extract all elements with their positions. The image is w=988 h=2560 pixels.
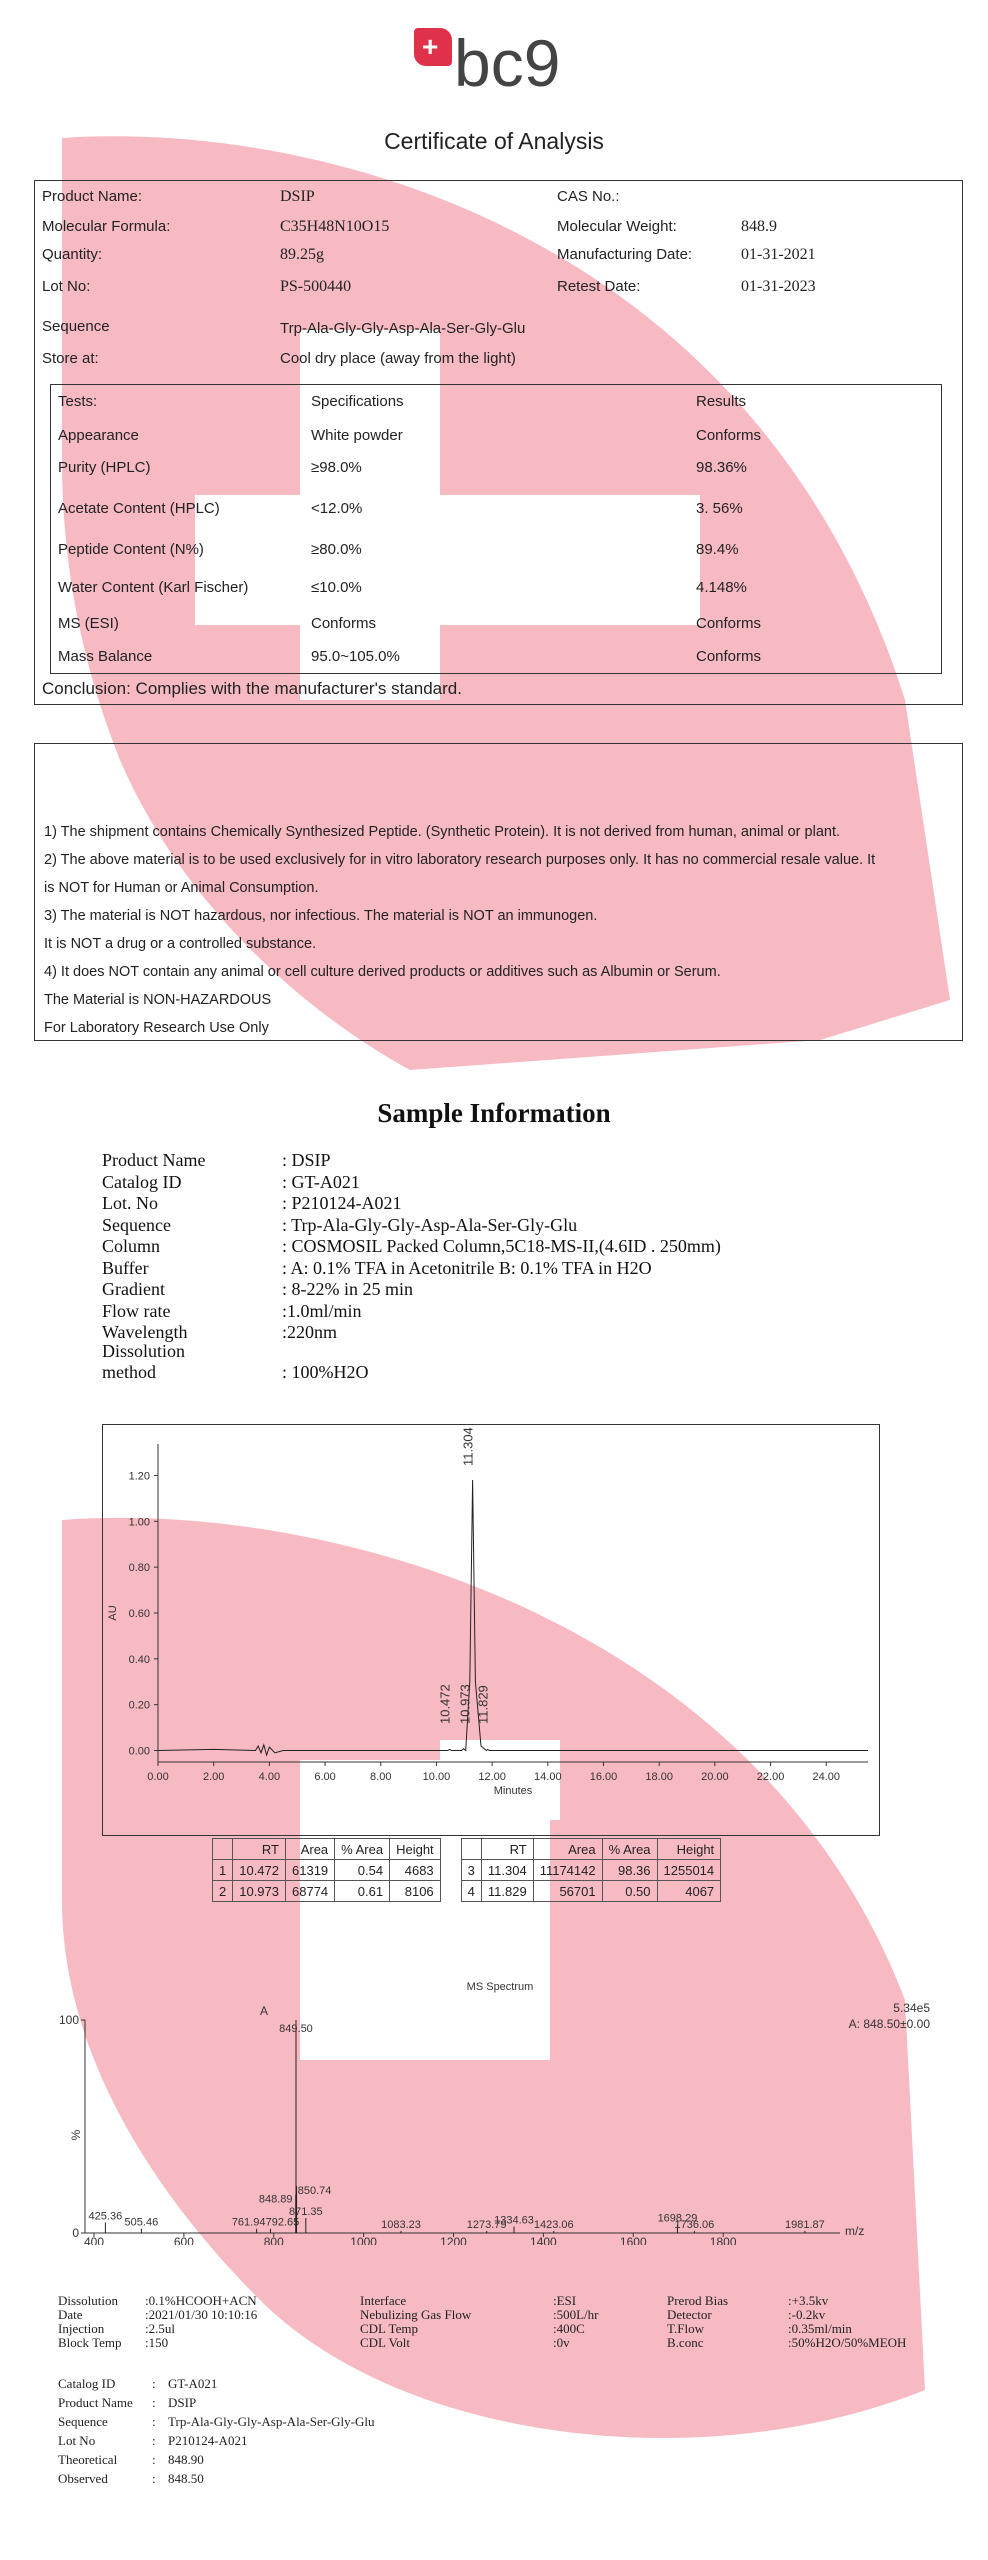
test-name: Peptide Content (N%) (58, 541, 204, 558)
peak-table-head-cell: RT (233, 1839, 286, 1860)
ms-peak-label: 505.46 (124, 2216, 159, 2229)
ms-peak-label: 425.36 (88, 2210, 123, 2223)
peak-table-cell: 1 (213, 1860, 233, 1881)
peak-table-cell: 98.36 (602, 1860, 657, 1881)
ms-x-tick-label: 600 (173, 2235, 194, 2245)
peak-table-head-cell: % Area (602, 1839, 657, 1860)
hplc-y-tick-label: 1.00 (128, 1516, 150, 1529)
hplc-y-tick-label: 1.20 (128, 1470, 150, 1483)
sample-info-value: : Trp-Ala-Gly-Gly-Asp-Ala-Ser-Gly-Glu (282, 1214, 578, 1235)
peak-table-head-cell (440, 1839, 461, 1860)
info-label: Product Name: (42, 188, 143, 205)
hplc-peak-label: 11.304 (460, 1427, 476, 1466)
footer-value: 848.90 (168, 2452, 204, 2467)
sample-info-value: : A: 0.1% TFA in Acetonitrile B: 0.1% TFA in H2O (282, 1257, 652, 1278)
ms-peak-label: 1083.23 (381, 2218, 421, 2231)
ms-condition-cell: Detector (667, 2307, 712, 2322)
ms-condition-cell: Prerod Bias (667, 2293, 729, 2308)
test-name: Purity (HPLC) (58, 459, 151, 476)
footer-label: Catalog ID (58, 2376, 116, 2391)
peak-table-cell: 68774 (286, 1881, 335, 1902)
store-label: Store at: (42, 350, 99, 367)
info-label: Quantity: (42, 246, 103, 263)
ms-peak-label: 850.74 (297, 2185, 332, 2198)
ms-x-tick-label: 1000 (350, 2235, 377, 2245)
info-value: PS-500440 (280, 278, 352, 295)
peak-table-cell: 3 (461, 1860, 481, 1881)
ms-condition-cell: Nebulizing Gas Flow (360, 2307, 472, 2322)
ms-x-label: m/z (845, 2224, 865, 2238)
peak-table-cell: 0.54 (335, 1860, 390, 1881)
conclusion: Conclusion: Complies with the manufacturer's standard. (42, 679, 462, 698)
test-result: Conforms (696, 648, 762, 665)
info-label-2: Molecular Weight: (557, 218, 677, 235)
footer-value: DSIP (168, 2395, 197, 2410)
footer-colon: : (152, 2414, 156, 2429)
ms-peak-label: 1273.79 (466, 2218, 507, 2231)
peak-table-head-cell: Height (657, 1839, 721, 1860)
footer-label: Theoretical (58, 2452, 118, 2467)
peak-table-gap (440, 1860, 461, 1881)
peak-table-cell: 11174142 (533, 1860, 602, 1881)
ms-condition-cell: CDL Volt (360, 2335, 410, 2350)
peak-table-cell: 56701 (533, 1881, 602, 1902)
peak-table-cell: 1255014 (657, 1860, 721, 1881)
test-result: Conforms (696, 427, 762, 444)
hplc-peak-label: 10.472 (437, 1684, 453, 1724)
hplc-y-tick-label: 0.80 (128, 1562, 150, 1575)
tests-header-result: Results (696, 393, 747, 410)
ms-condition-cell: :400C (553, 2321, 585, 2336)
sequence-label: Sequence (42, 318, 110, 335)
peak-table-cell: 11.829 (481, 1881, 533, 1902)
peak-table-wrap (212, 1838, 721, 1902)
ms-x-tick-label: 1800 (709, 2235, 737, 2245)
test-name: MS (ESI) (58, 615, 119, 632)
ms-peak-label: 792.65 (265, 2216, 300, 2229)
footer-colon: : (152, 2452, 156, 2467)
hplc-y-label: AU (107, 1605, 119, 1621)
ms-condition-cell: B.conc (667, 2335, 704, 2350)
ms-x-tick-label: 400 (83, 2235, 105, 2245)
ms-peak-label: 1736.06 (674, 2218, 715, 2231)
sample-info-label: Column (102, 1236, 161, 1256)
sample-info-title: Sample Information (377, 1098, 611, 1128)
sample-info-value: : 8-22% in 25 min (282, 1279, 413, 1299)
peak-table-row (213, 1881, 721, 1902)
info-label-2: Retest Date: (557, 278, 641, 295)
hplc-x-tick-label: 16.00 (589, 1771, 618, 1783)
test-spec: 95.0~105.0% (311, 648, 400, 665)
peak-table-head-cell: Height (390, 1839, 441, 1860)
ms-peak-label: 1423.06 (533, 2218, 574, 2231)
note-line: For Laboratory Research Use Only (44, 1020, 269, 1036)
hplc-chart (102, 1424, 880, 1836)
ms-condition-cell: Block Temp (58, 2335, 122, 2350)
hplc-x-tick-label: 24.00 (812, 1771, 841, 1783)
test-spec: <12.0% (311, 500, 363, 517)
ms-condition-cell: :0v (553, 2335, 570, 2350)
logo-text: bc9 (454, 26, 561, 100)
sample-info-value: : GT-A021 (282, 1171, 360, 1192)
dissolution-value: : 100%H2O (282, 1362, 369, 1382)
info-value-2: 01-31-2021 (741, 246, 816, 263)
peak-table-cell: 4683 (390, 1860, 441, 1881)
sample-info-label: Buffer (102, 1257, 149, 1278)
hplc-x-tick-label: 18.00 (645, 1771, 673, 1783)
hplc-y-tick-label: 0.60 (128, 1608, 150, 1620)
ms-peak-label: 1698.29 (657, 2212, 698, 2225)
hplc-x-tick-label: 6.00 (314, 1771, 336, 1783)
tests-header-test: Tests: (58, 393, 98, 410)
info-label-2: CAS No.: (557, 188, 620, 205)
test-name: Appearance (58, 427, 139, 444)
footer-value: 848.50 (168, 2471, 204, 2486)
peak-table-cell: 10.973 (233, 1881, 286, 1902)
ms-condition-cell: :50%H2O/50%MEOH (788, 2335, 907, 2350)
footer-value: Trp-Ala-Gly-Gly-Asp-Ala-Ser-Gly-Glu (168, 2414, 375, 2429)
test-spec: White powder (311, 427, 403, 444)
hplc-y-tick-label: 0.20 (128, 1699, 150, 1712)
hplc-y-tick-label: 0.40 (128, 1653, 150, 1666)
tests-box (50, 384, 942, 674)
sample-info-label: Flow rate (102, 1300, 171, 1321)
test-result: 98.36% (696, 459, 747, 476)
ms-top-left-label: A (260, 2004, 269, 2018)
note-line: It is NOT a drug or a controlled substance. (44, 936, 317, 952)
info-label: Molecular Formula: (42, 218, 171, 235)
peak-table-header (213, 1839, 721, 1860)
ms-intensity-label: 5.34e5 (893, 2001, 930, 2015)
hplc-x-tick-label: 14.00 (534, 1771, 562, 1783)
footer-colon: : (152, 2395, 156, 2410)
ms-x-tick-label: 1400 (530, 2235, 557, 2245)
test-name: Mass Balance (58, 648, 153, 665)
note-line: is NOT for Human or Animal Consumption. (44, 880, 319, 896)
peak-table-head-cell: Area (286, 1839, 335, 1860)
ms-peak-label: 1981.87 (785, 2218, 825, 2231)
ms-y-label: % (69, 2129, 83, 2141)
info-value-2: 848.9 (741, 218, 777, 235)
ms-condition-cell: :2021/01/30 10:10:16 (145, 2307, 258, 2322)
test-name: Water Content (Karl Fischer) (58, 579, 249, 596)
ms-condition-cell: Interface (360, 2293, 407, 2308)
hplc-x-tick-label: 10.00 (422, 1771, 451, 1783)
ms-condition-cell: CDL Temp (360, 2321, 418, 2336)
sample-info-value: :220nm (282, 1322, 338, 1342)
test-name: Acetate Content (HPLC) (58, 500, 220, 517)
ms-condition-cell: :0.1%HCOOH+ACN (145, 2293, 257, 2308)
hplc-y-tick-label: 0.00 (128, 1745, 150, 1758)
peak-table-head-cell: % Area (335, 1839, 390, 1860)
ms-condition-cell: Injection (58, 2321, 105, 2336)
footer-value: GT-A021 (168, 2376, 218, 2391)
hplc-peak-label: 10.973 (457, 1684, 473, 1724)
hplc-series-line (158, 1480, 868, 1755)
hplc-x-tick-label: 22.00 (756, 1771, 785, 1783)
sample-info-label: Gradient (102, 1279, 165, 1299)
peak-table-cell: 0.61 (335, 1881, 390, 1902)
info-value: C35H48N10O15 (280, 218, 390, 235)
footer-label: Observed (58, 2471, 108, 2486)
ms-condition-cell: :2.5ul (145, 2321, 175, 2336)
note-line: 3) The material is NOT hazardous, nor infectious. The material is NOT an immunogen. (44, 908, 598, 924)
test-spec: ≥98.0% (311, 459, 362, 476)
ms-title: MS Spectrum (466, 1981, 534, 1993)
peak-table-cell: 8106 (390, 1881, 441, 1902)
test-result: Conforms (696, 615, 762, 632)
peak-table-cell: 10.472 (233, 1860, 286, 1881)
hplc-x-tick-label: 12.00 (478, 1771, 506, 1783)
hplc-x-tick-label: 4.00 (258, 1771, 281, 1783)
hplc-x-label: Minutes (493, 1785, 533, 1797)
brand-logo (414, 28, 584, 98)
ms-x-tick-label: 1600 (619, 2235, 647, 2245)
ms-condition-cell: Dissolution (58, 2293, 118, 2308)
ms-x-tick-label: 800 (263, 2235, 284, 2245)
ms-condition-cell: :-0.2kv (788, 2307, 826, 2322)
test-spec: ≥80.0% (311, 541, 362, 558)
hplc-x-tick-label: 8.00 (370, 1771, 392, 1783)
sample-info-label: Sequence (102, 1214, 171, 1235)
peak-table-head-cell (461, 1839, 481, 1860)
peak-table-head-cell: Area (533, 1839, 602, 1860)
ms-condition-cell: T.Flow (667, 2321, 704, 2336)
dissolution-label-1: Dissolution (102, 1341, 186, 1361)
test-result: 89.4% (696, 541, 739, 558)
footer-colon: : (152, 2433, 156, 2448)
sequence-value: Trp-Ala-Gly-Gly-Asp-Ala-Ser-Gly-Glu (280, 320, 526, 337)
hplc-peak-label: 11.829 (475, 1685, 491, 1724)
peak-table-cell: 11.304 (481, 1860, 533, 1881)
note-line: 1) The shipment contains Chemically Synthesized Peptide. (Synthetic Protein). It is not derived from human, animal or plant. (44, 824, 841, 840)
ms-condition-cell: :150 (145, 2335, 169, 2350)
peak-table-gap (440, 1881, 461, 1902)
note-line: 2) The above material is to be used exclusively for in vitro laboratory research purposes only. It has no commercial resale value. It (44, 852, 876, 868)
test-result: 3. 56% (696, 500, 743, 517)
ms-peak-label: A: 848.50±0.00 (848, 2017, 930, 2031)
ms-condition-cell: :500L/hr (553, 2307, 599, 2322)
note-line: The Material is NON-HAZARDOUS (44, 992, 272, 1008)
sample-info-value: :1.0ml/min (282, 1300, 362, 1321)
footer-label: Sequence (58, 2414, 108, 2429)
store-value: Cool dry place (away from the light) (280, 350, 516, 367)
ms-y-tick-label: 0 (72, 2226, 79, 2240)
ms-y-tick-label: 100 (58, 2013, 79, 2027)
sample-info-label: Lot. No (102, 1193, 158, 1213)
ms-condition-cell: :0.35ml/min (788, 2321, 852, 2336)
sample-info-value: : COSMOSIL Packed Column,5C18-MS-II,(4.6ID . 250mm) (282, 1236, 721, 1256)
ms-peak-label: 761.94 (231, 2216, 266, 2229)
sample-info-label: Wavelength (102, 1322, 188, 1342)
ms-peak-label: 849.50 (279, 2023, 313, 2035)
info-value: DSIP (280, 188, 315, 205)
sample-info-label: Product Name (102, 1150, 206, 1170)
peak-table-head-cell (213, 1839, 233, 1860)
tests-header-spec: Specifications (311, 393, 404, 410)
info-value: 89.25g (280, 246, 324, 263)
ms-condition-cell: :+3.5kv (788, 2293, 829, 2308)
info-label-2: Manufacturing Date: (557, 246, 693, 263)
hplc-x-tick-label: 2.00 (202, 1771, 225, 1783)
peak-table-row (213, 1860, 721, 1881)
ms-spectrum-chart (30, 1975, 970, 2245)
info-label: Lot No: (42, 278, 91, 295)
peak-table-cell: 61319 (286, 1860, 335, 1881)
test-spec: Conforms (311, 615, 377, 632)
sample-info-label: Catalog ID (102, 1171, 182, 1192)
peak-table (212, 1838, 721, 1902)
sample-info-value: : P210124-A021 (282, 1193, 402, 1213)
ms-x-tick-label: 1200 (440, 2235, 467, 2245)
ms-peak-label: 848.89 (258, 2193, 293, 2206)
peak-table-head-cell: RT (481, 1839, 533, 1860)
hplc-x-tick-label: 20.00 (701, 1771, 729, 1783)
note-line: 4) It does NOT contain any animal or cell culture derived products or additives such as Albumin or Serum. (44, 964, 721, 980)
footer-colon: : (152, 2471, 156, 2486)
info-value-2: 01-31-2023 (741, 278, 816, 295)
hplc-x-tick-label: 0.00 (147, 1771, 169, 1783)
ms-condition-cell: :ESI (553, 2293, 577, 2308)
sample-info-value: : DSIP (282, 1150, 331, 1170)
test-spec: ≤10.0% (311, 579, 362, 596)
peak-table-cell: 2 (213, 1881, 233, 1902)
peak-table-cell: 4 (461, 1881, 481, 1902)
ms-peak-label: 1334.63 (494, 2214, 534, 2227)
footer-label: Product Name (58, 2395, 133, 2410)
footer-label: Lot No (58, 2433, 96, 2448)
coa-title: Certificate of Analysis (384, 128, 604, 154)
peak-table-cell: 4067 (657, 1881, 721, 1902)
footer-colon: : (152, 2376, 156, 2391)
ms-condition-cell: Date (58, 2307, 83, 2322)
logo-cross-icon: + (414, 28, 452, 66)
ms-peak-label: 871.35 (288, 2206, 323, 2219)
footer-value: P210124-A021 (168, 2433, 248, 2448)
dissolution-label-2: method (102, 1362, 156, 1382)
peak-table-cell: 0.50 (602, 1881, 657, 1902)
test-result: 4.148% (696, 579, 747, 596)
